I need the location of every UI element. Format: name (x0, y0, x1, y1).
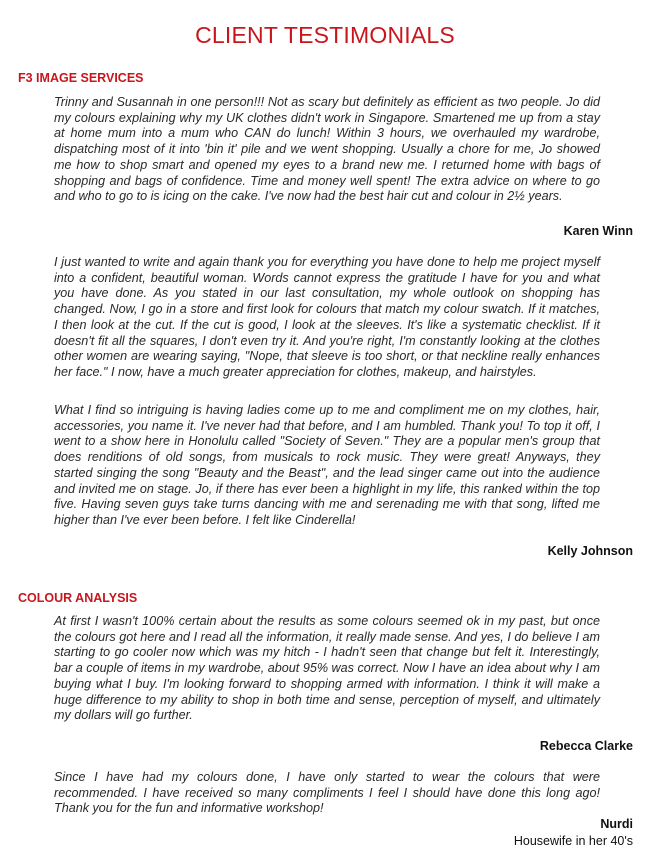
section-heading-colour-analysis: COLOUR ANALYSIS (18, 591, 138, 605)
testimonial-text: At first I wasn't 100% certain about the results as some colours seemed ok in my past, but once the colours got here and I read all the information, it really made sense. And yes, I do believe I am starting to go cooler now which was my hitch - I hadn't seen that change but felt it. Interestingly, bar a couple of items in my wardrobe, about 95% was correct. Now I have an idea about why I am buying what I buy. I'm looking forward to shopping armed with information. I think it will make a huge difference to my ability to shop in both time and sense, perception of myself, and ultimately my dollars will go further. (54, 614, 600, 723)
testimonial-author: Rebecca Clarke (539, 739, 633, 753)
testimonial-text: I just wanted to write and again thank you for everything you have done to help me project myself into a confident, beautiful woman. Words cannot express the gratitude I have for you and what you have done. As you stated in our last consultation, my whole outlook on shopping has changed. Now, I go in a store and first look for colours that match my colour swatch. If it matches, I then look at the cut. If the cut is good, I look at the sleeves. It's like a systematic checklist. If it doesn't fit all the squares, I don't even try it. And you're right, I'm constantly looking at the clothes other women are wearing saying, "Nope, that sleeve is too short, or that neckline really enhances her face." I now, have a much greater appreciation for clothes, makeup, and hairstyles. (54, 255, 600, 379)
testimonial-text: What I find so intriguing is having ladies come up to me and compliment me on my clothes, hair, accessories, you name it. I've never had that before, and I am humbled. Thank you! To top it off, I went to a show here in Honolulu called "Society of Seven." They are a popular men's group that does renditions of old songs, from musicals to rock music. They were great! Anyways, they started singing the song "Beauty and the Beast", and the lead singer came out into the audience and invited me on stage. Jo, if there has ever been a highlight in my life, this ranked within the top five. Having seven guys take turns dancing with me and serenading me with that song, lifted me higher than I've ever been before. I felt like Cinderella! (54, 403, 600, 527)
testimonial-author: Nurdi (600, 817, 633, 831)
testimonial-text: Since I have had my colours done, I have only started to wear the colours that were recommended. I have received so many compliments I feel I should have done this long ago! Thank you for the fun and informative workshop! (54, 770, 600, 816)
testimonial-author-role: Housewife in her 40's (513, 834, 633, 848)
section-heading-f3-image-services: F3 IMAGE SERVICES (18, 71, 144, 85)
page-title: CLIENT TESTIMONIALS (195, 22, 455, 48)
testimonial-author: Karen Winn (563, 224, 633, 238)
testimonial-author: Kelly Johnson (547, 544, 633, 558)
testimonial-text: Trinny and Susannah in one person!!! Not as scary but definitely as efficient as two people. Jo did my colours explaining why my UK clothes didn't work in Singapore. Smartened me up from a stay at home mum into a mum who CAN do lunch! Within 3 hours, we overhauled my wardrobe, dispatching most of it into 'bin it' pile and we went shopping. Usually a chore for me, Jo showed me how to shop smart and opened my eyes to a brand new me. I returned home with bags of shopping and bags of confidence. Time and money well spent! The extra advice on where to go and who to go to is icing on the cake. I've now had the best hair cut and colour in 2½ years. (54, 95, 600, 204)
